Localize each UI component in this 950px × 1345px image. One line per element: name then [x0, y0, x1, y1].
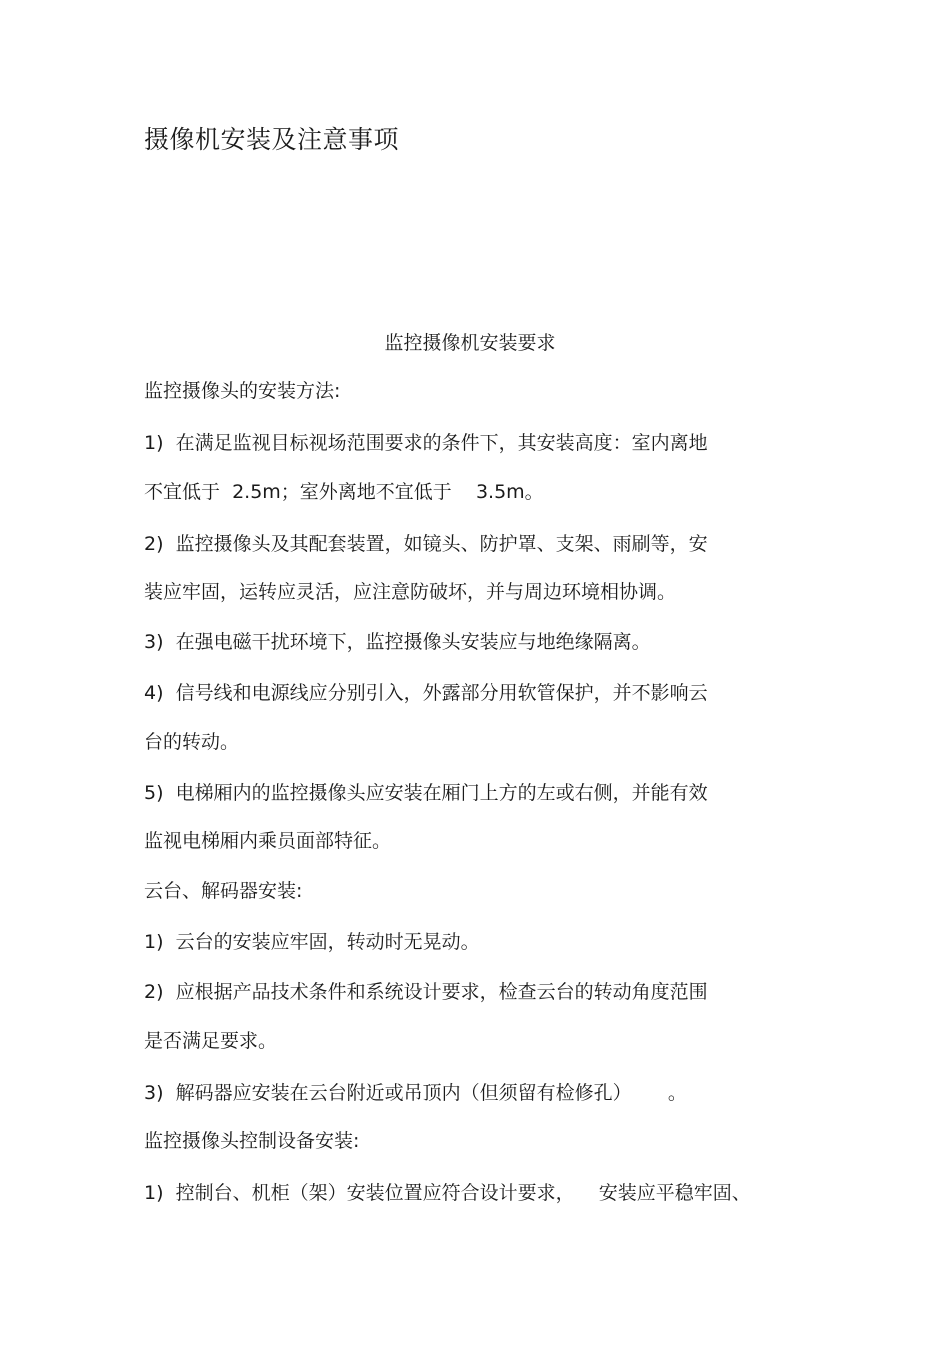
paragraph-line: 1) 云台的安装应牢固，转动时无晃动。	[144, 931, 480, 953]
paragraph-line: 5) 电梯厢内的监控摄像头应安装在厢门上方的左或右侧，并能有效	[144, 782, 708, 804]
section-title	[0, 328, 950, 358]
paragraph-line: 3) 在强电磁干扰环境下，监控摄像头安装应与地绝缘隔离。	[144, 631, 651, 653]
paragraph-line: 1) 控制台、机柜（架）安装位置应符合设计要求， 安装应平稳牢固、	[144, 1182, 751, 1204]
paragraph-line: 监视电梯厢内乘员面部特征。	[144, 830, 392, 852]
paragraph-line: 不宜低于 2.5m；室外离地不宜低于 3.5m。	[144, 481, 544, 503]
subheading-ptz-decoder: 云台、解码器安装:	[144, 880, 303, 902]
subheading-camera-method: 监控摄像头的安装方法:	[144, 380, 341, 402]
section-title-text: 监控摄像机安装要求	[384, 332, 556, 354]
paragraph-line: 2) 应根据产品技术条件和系统设计要求，检查云台的转动角度范围	[144, 981, 708, 1003]
paragraph-line: 2) 监控摄像头及其配套装置，如镜头、防护罩、支架、雨刷等，安	[144, 533, 708, 555]
paragraph-line: 装应牢固，运转应灵活，应注意防破坏，并与周边环境相协调。	[144, 581, 677, 603]
subheading-control-equipment: 监控摄像头控制设备安装:	[144, 1130, 360, 1152]
paragraph-line: 4) 信号线和电源线应分别引入，外露部分用软管保护，并不影响云	[144, 682, 708, 704]
paragraph-line: 3) 解码器应安装在云台附近或吊顶内（但须留有检修孔） 。	[144, 1082, 687, 1104]
paragraph-line: 台的转动。	[144, 731, 240, 753]
document-title: 摄像机安装及注意事项	[144, 125, 400, 154]
paragraph-line: 1) 在满足监视目标视场范围要求的条件下，其安装高度：室内离地	[144, 432, 708, 454]
paragraph-line: 是否满足要求。	[144, 1030, 278, 1052]
